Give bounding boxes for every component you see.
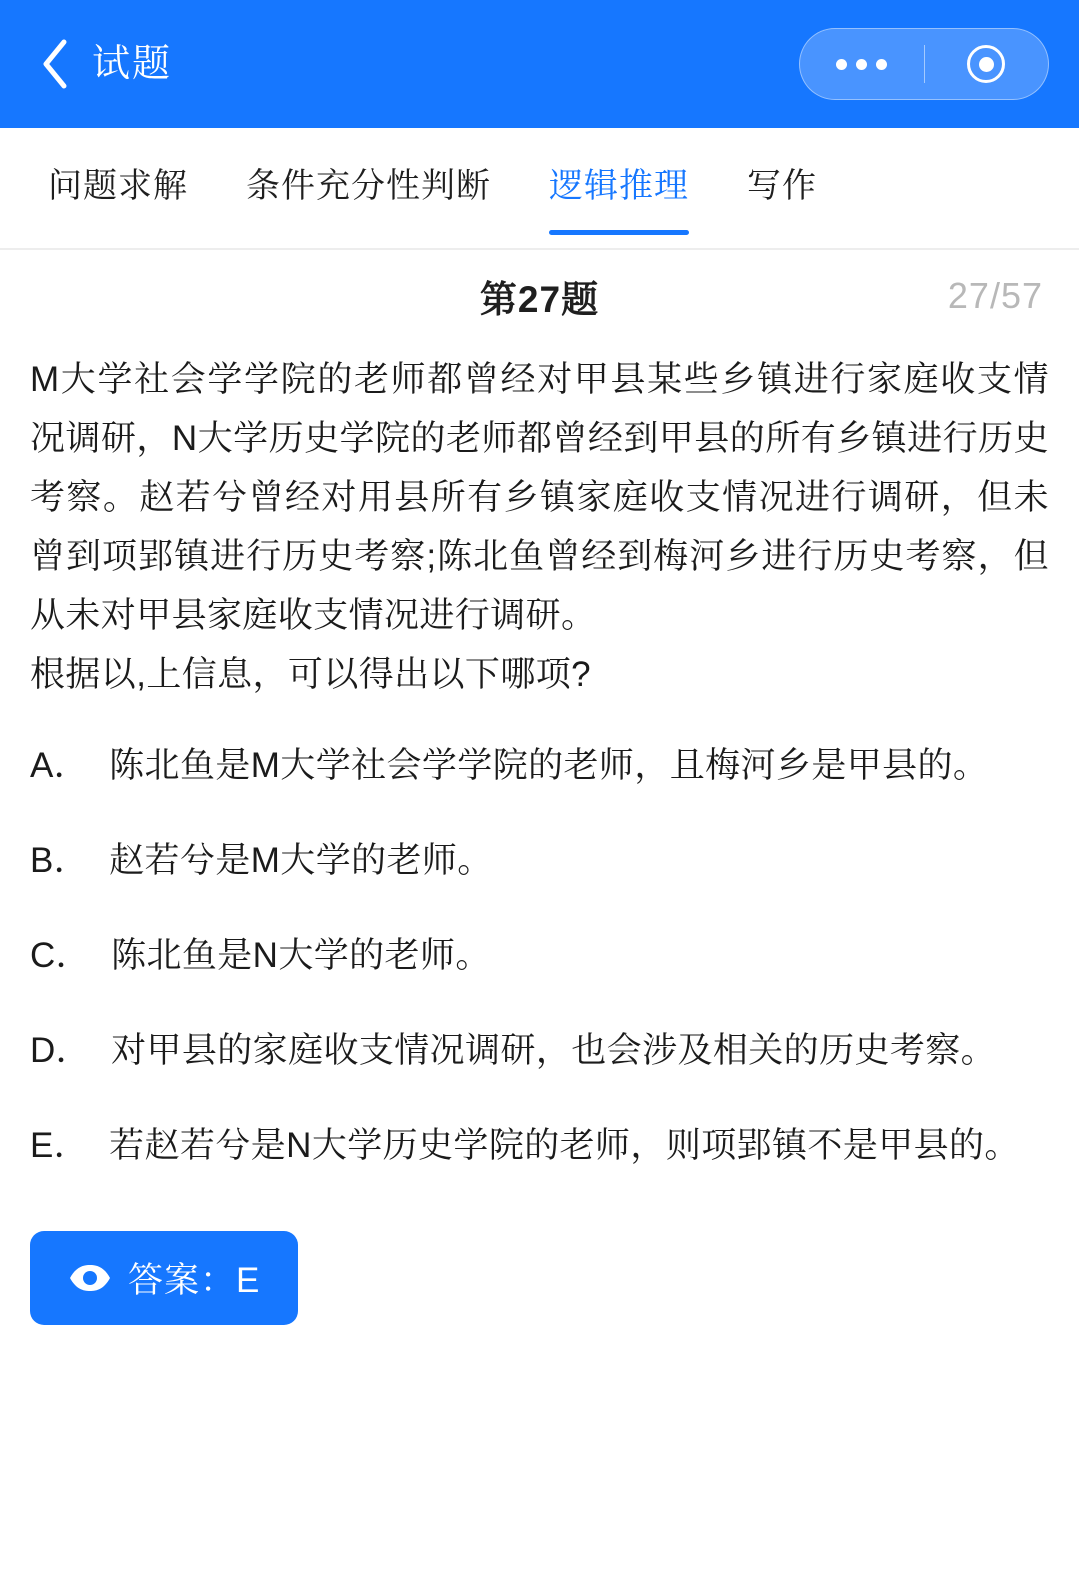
close-miniprogram-button[interactable] (925, 29, 1049, 99)
option-e-text: 若赵若兮是N大学历史学院的老师，则项郢镇不是甲县的。 (109, 1126, 1020, 1165)
option-b-text: 赵若兮是M大学的老师。 (109, 841, 493, 880)
more-dots-icon (836, 59, 887, 70)
tab-wenti-qiujie[interactable]: 问题求解 (48, 167, 188, 205)
question-stem: M大学社会学学院的老师都曾经对甲县某些乡镇进行家庭收支情况调研，N大学历史学院的老师都曾经到甲县的所有乡镇进行历史考察。赵若兮曾经对用县所有乡镇家庭收支情况进行调研，但未曾到项郢镇进行历史考察;陈北鱼曾经到梅河乡进行历史考察，但从未对甲县家庭收支情况进行调研。 (30, 360, 1049, 635)
question-progress: 27/57 (947, 275, 1043, 316)
question-number-prefix: 第 (479, 279, 518, 320)
question-prompt: 根据以,上信息，可以得出以下哪项? (30, 655, 591, 694)
show-answer-button[interactable] (30, 1231, 298, 1325)
option-b-key: B． (30, 841, 90, 880)
page-title: 试题 (92, 43, 173, 85)
option-d-text: 对甲县的家庭收支情况调研，也会涉及相关的历史考察。 (111, 1031, 997, 1070)
option-c-text: 陈北鱼是N大学的老师。 (111, 936, 491, 975)
eye-icon (68, 1263, 112, 1293)
option-d-key: D． (30, 1031, 92, 1070)
option-e[interactable] (30, 1116, 1049, 1175)
option-d[interactable] (30, 1021, 1049, 1080)
answer-section (0, 1211, 1079, 1325)
tab-tiaojian-chongfenxing-panduan[interactable]: 条件充分性判断 (246, 167, 491, 205)
target-circle-icon (967, 45, 1005, 83)
back-button[interactable] (28, 37, 82, 91)
category-tab-bar (0, 128, 1079, 250)
option-a[interactable] (30, 736, 1049, 795)
question-number-suffix: 题 (561, 279, 600, 320)
option-b[interactable] (30, 831, 1049, 890)
option-e-key: E． (30, 1126, 90, 1165)
question-number-value: 27 (517, 279, 562, 320)
more-menu-button[interactable] (800, 29, 924, 99)
option-a-text: 陈北鱼是M大学社会学学院的老师，且梅河乡是甲县的。 (109, 746, 989, 785)
tab-luoji-tuili[interactable]: 逻辑推理 (549, 158, 689, 233)
question-number (480, 269, 599, 323)
tab-xiezuo[interactable]: 写作 (747, 167, 817, 205)
option-a-key: A． (30, 746, 90, 785)
top-navigation-bar (0, 0, 1079, 128)
chevron-left-icon (38, 37, 72, 91)
mini-program-capsule (799, 28, 1049, 100)
show-answer-label: 答案：E (128, 1261, 261, 1300)
option-c-key: C． (30, 936, 92, 975)
option-c[interactable] (30, 926, 1049, 985)
question-content (0, 342, 1079, 1175)
option-list (30, 736, 1049, 1175)
question-header (0, 250, 1079, 342)
